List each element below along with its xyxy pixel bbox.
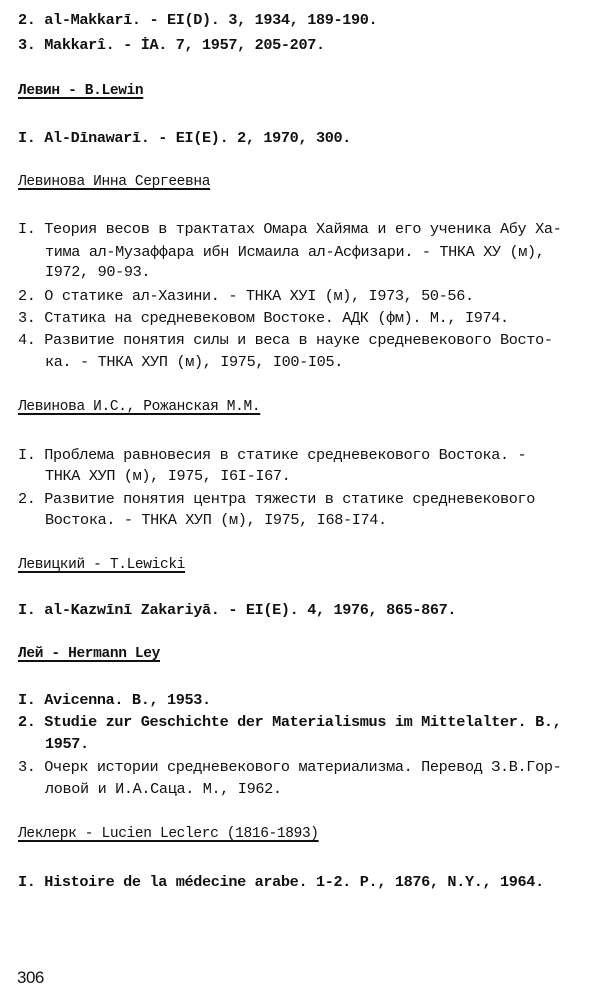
entry-line: ловой и И.А.Саца. М., I962. <box>45 780 282 798</box>
entry-line: I972, 90-93. <box>45 263 151 281</box>
author-heading: Левин - B.Lewin <box>18 83 144 99</box>
entry-line: 2. al-Makkarī. - EI(D). 3, 1934, 189-190. <box>18 11 378 29</box>
entry-line: 2. О статике ал-Хазини. - ТНКА ХУI (м), I973, 50-56. <box>18 287 474 305</box>
author-heading: Лей - Hermann Ley <box>18 646 160 662</box>
entry-line: ка. - ТНКА ХУП (м), I975, I00-I05. <box>45 353 343 371</box>
entry-line: I. Al-Dīnawarī. - EI(E). 2, 1970, 300. <box>18 129 352 147</box>
entry-line: 3. Makkarî. - İA. 7, 1957, 205-207. <box>18 36 325 54</box>
entry-line: 4. Развитие понятия силы и веса в науке средневекового Восто- <box>18 331 553 349</box>
entry-line: I. Проблема равновесия в статике средневекового Востока. - <box>18 446 527 464</box>
entry-line: тима ал-Музаффара ибн Исмаила ал-Асфизари. - ТНКА ХУ (м), <box>45 243 545 261</box>
entry-line: 1957. <box>45 735 89 753</box>
entry-line: I. Avicenna. B., 1953. <box>18 691 211 709</box>
entry-line: Востока. - ТНКА ХУП (м), I975, I68-I74. <box>45 511 387 529</box>
entry-line: I. Теория весов в трактатах Омара Хайяма и его ученика Абу Ха- <box>18 220 562 238</box>
author-heading: Леклерк - Lucien Leclerc (1816-1893) <box>18 826 319 842</box>
author-heading: Левинова Инна Сергеевна <box>18 174 211 190</box>
entry-line: 3. Очерк истории средневекового материализма. Перевод З.В.Гор- <box>18 758 562 776</box>
author-heading: Левинова И.С., Рожанская М.М. <box>18 399 261 415</box>
entry-line: 2. Studie zur Geschichte der Materialismus im Mittelalter. B., <box>18 713 562 731</box>
entry-line: 2. Развитие понятия центра тяжести в статике средневекового <box>18 490 536 508</box>
entry-line: ТНКА ХУП (м), I975, I6I-I67. <box>45 467 291 485</box>
entry-line: I. Histoire de la médecine arabe. 1-2. P., 1876, N.Y., 1964. <box>18 873 544 891</box>
entry-line: 3. Статика на средневековом Востоке. АДК (фм). М., I974. <box>18 309 509 327</box>
entry-line: I. al-Kazwīnī Zakariyā. - EI(E). 4, 1976, 865-867. <box>18 601 457 619</box>
page-number: 306 <box>17 968 44 987</box>
author-heading: Левицкий - T.Lewicki <box>18 557 186 573</box>
